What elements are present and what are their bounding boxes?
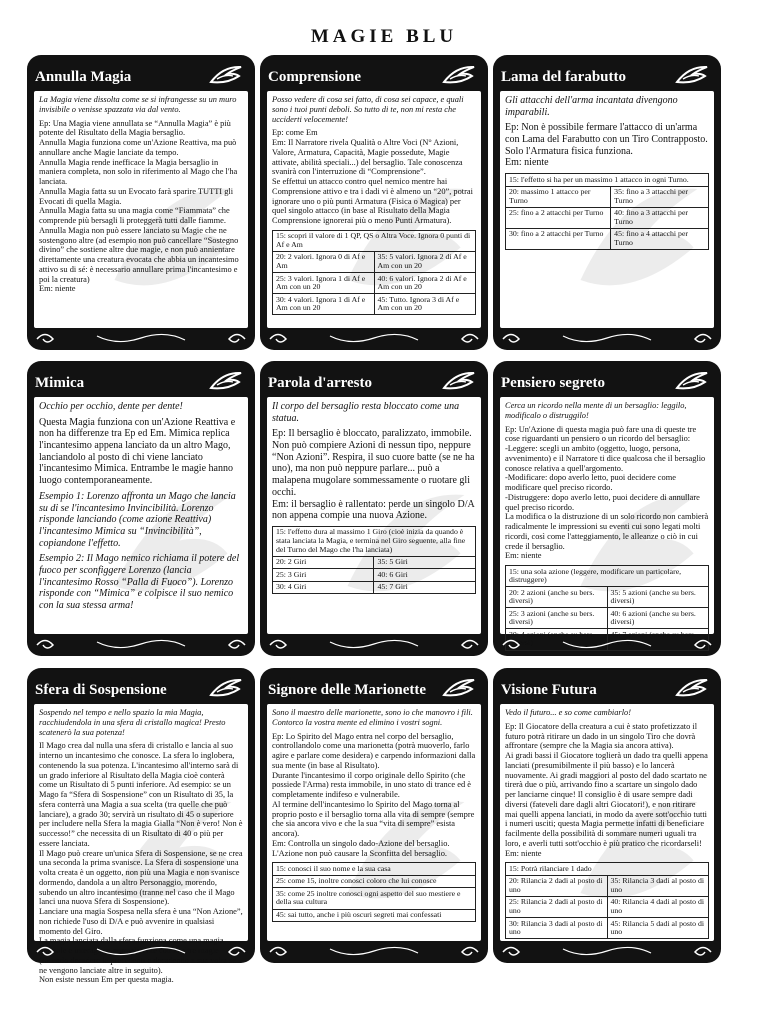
- effects-cell: 25: 3 valori. Ignora 1 di Af e Am con un 20: [273, 273, 375, 294]
- card-body: [500, 704, 714, 941]
- card-body: [267, 704, 481, 941]
- effects-cell: 15: l'effetto si ha per un massimo 1 attacco in ogni Turno.: [506, 174, 709, 187]
- card-title: Annulla Magia: [35, 69, 132, 85]
- effects-row: [273, 230, 476, 251]
- card-paragraph: Il Mago può creare un'unica Sfera di Sospensione, se ne crea una seconda la prima svanisce. La Sfera di sospensione una volta creata è un oggetto, non più una Magia e non svanisce dormendo, dandola a un altro Personaggio, morendo, subendo un altro incantesimo (tranne nel caso che il Mago lanci una nuova Sfera di Sospensione).: [39, 848, 243, 907]
- blue-magic-eye-icon: [442, 64, 476, 86]
- effects-cell: 20: 2 Giri: [273, 556, 374, 569]
- card-paragraph: Ep: Un'Azione di questa magia può fare una di queste tre cose riguardanti un pensiero o un ricordo del bersaglio:: [505, 424, 697, 444]
- effects-row: [273, 273, 476, 294]
- card-body: [500, 397, 714, 648]
- effects-cell: 45: 7 azioni (anche su bers. diversi): [607, 629, 709, 650]
- effects-row: [273, 909, 476, 922]
- card-body: [34, 91, 248, 328]
- card-paragraph: Em: Il Narratore rivela Qualità o Altre Voci (N° Azioni, Valore, Armatura, Capacità, Magie possedute, Magie attivate, abilità speciali...) del bersaglio. Tale conoscenza svanirà con l'interruzione di “Comprensione”.: [272, 138, 463, 177]
- effects-cell: 45: fino a 4 attacchi per Turno: [611, 228, 709, 249]
- card-paragraph: Em: niente: [505, 848, 542, 858]
- card-body: [267, 397, 481, 634]
- effects-cell: 35: 5 azioni (anche su bers. diversi): [607, 587, 709, 608]
- spell-card: [260, 55, 488, 350]
- effects-cell: 45: sai tutto, anche i più oscuri segreti mai confessati: [273, 909, 476, 922]
- card-intro: Sospendo nel tempo e nello spazio la mia Magia, racchiudendola in una sfera di cristallo magica! Presto scatenerò la sua potenza!: [39, 708, 226, 737]
- card-paragraph: Em: il bersaglio è rallentato: perde un singolo D/A non appena compie una nuova Azione.: [272, 498, 475, 522]
- ornament-footer: [493, 941, 721, 963]
- effects-table: [272, 526, 476, 594]
- ornament-footer: [260, 328, 488, 350]
- effects-cell: 35: Rilancia 3 dadi al posto di uno: [607, 875, 709, 896]
- card-paragraph: Ep: Il bersaglio è bloccato, paralizzato, immobile. Non può compiere Azioni di nessun tipo, neppure “Non Azioni”. Respira, il suo cuore batte (se ne ha uno), ma non può neppure parlare... può a malapena mugolare sommessamente o ruotare gli occhi.: [272, 428, 475, 498]
- card-header: [493, 668, 721, 704]
- effects-cell: 30: 4 Giri: [273, 581, 374, 594]
- spell-card: [260, 361, 488, 656]
- card-body: [267, 91, 481, 328]
- effects-row: [506, 875, 709, 896]
- card-paragraph: Em: Controlla un singolo dado-Azione del bersaglio. L'Azione non può causare la Sconfitta del bersaglio.: [272, 838, 450, 858]
- card-example: Esempio 2: Il Mago nemico richiama il potere del fuoco per sconfiggere Lorenzo (lancia l'incantesimo Rosso “Palla di Fuoco”). Lorenzo risponde con “Mimica” e colpisce il suo nemico con la sua stessa arma!: [39, 553, 240, 611]
- effects-cell: 40: 6 valori. Ignora 2 di Af e Am con un 20: [374, 273, 476, 294]
- card-header: [260, 361, 488, 397]
- card-body: [34, 704, 248, 985]
- effects-row: [506, 608, 709, 629]
- card-header: [260, 668, 488, 704]
- card-paragraph: Questa Magia funziona con un'Azione Reattiva e non ha differenze tra Ep ed Em. Mimica replica l'incantesimo appena lanciato da un altro Mago, lanciandolo al posto di chi viene lanciato l'incantesimo Mimica. Entrambe le magie hanno luogo contemporaneamente.: [39, 416, 236, 487]
- card-paragraph: -Leggere: scegli un ambito (oggetto, luogo, persona, avvenimento) e il Narratore ti dice qualcosa che il bersaglio conosce relativa a quell'argomento.: [505, 444, 706, 473]
- effects-cell: 15: Potrà rilanciare 1 dado: [506, 863, 709, 876]
- page-title: MAGIE BLU: [310, 26, 458, 47]
- blue-magic-eye-icon: [675, 677, 709, 699]
- effects-cell: 35: 5 valori. Ignora 2 di Af e Am con un 20: [374, 251, 476, 272]
- spell-card: [260, 668, 488, 963]
- card-intro: Posso vedere di cosa sei fatto, di cosa sei capace, e quali sono i tuoi punti deboli. So tutto di te, non mi resta che ucciderti velocemente!: [272, 95, 464, 124]
- card-example: Esempio 1: Lorenzo affronta un Mago che lancia su di se l'incantesimo Invincibilità. Lorenzo risponde lanciando (come azione Reattiva) l'incantesimo Mimica su “Invincibilità”, copiandone l'effetto.: [39, 490, 236, 549]
- effects-table: [272, 230, 476, 316]
- card-header: [27, 668, 255, 704]
- card-paragraph: Se effettui un attacco contro quel nemico mentre hai Comprensione attivo e tra i dadi vi è almeno un “20”, potrai ignorare uno o più punti Armatura (Fisica o Magica) per quel singolo attacco (in base al Risultato della Magia Comprensione ignorerai più o meno Punti Armatura).: [272, 177, 473, 225]
- spell-card: [27, 55, 255, 350]
- card-paragraph: -Distruggere: dopo averlo letto, puoi decidere di annullare quel preciso ricordo.: [505, 492, 700, 512]
- effects-row: [273, 569, 476, 582]
- ornament-footer: [27, 634, 255, 656]
- card-intro: Vedo il futuro... e so come cambiarlo!: [505, 708, 631, 717]
- card-paragraph: Ep: Il Giocatore della creatura a cui è stato profetizzato il futuro potrà ritirare un dado in un singolo Tiro che dovrà affrontare (sempre che la Magia sia ancora attiva).: [505, 721, 698, 751]
- card-title: Parola d'arresto: [268, 375, 373, 391]
- card-paragraph: Em: niente: [39, 284, 76, 294]
- effects-row: [273, 888, 476, 909]
- effects-cell: 20: 2 azioni (anche su bers. diversi): [506, 587, 608, 608]
- card-paragraph: Al termine dell'incantesimo lo Spirito del Mago torna al proprio posto e il bersaglio torna alla vita di sempre (sempre che sia ancora vivo e che la sua “vita di sempre” esista ancora).: [272, 799, 475, 838]
- card-paragraph: Ep: Lo Spirito del Mago entra nel corpo del bersaglio, controllandolo come una marionetta (potrà muoverlo, farlo agire e parlare come desidera) e carpendo informazioni dalla sua mente (in base al Risultato).: [272, 731, 476, 770]
- card-paragraph: Annulla Magia non può essere lanciato su Magie che ne sostengono altre (ad esempio non può cancellare “Sostegno divino” che sostiene altre due magie, e non può annientare direttamente una creatura evocata che abbia un incantesimo attivo su di sé: è necessario annullare prima l'incantesimo e poi la creatura): [39, 225, 239, 284]
- card-body: [500, 91, 714, 328]
- effects-cell: 35: fino a 3 attacchi per Turno: [611, 186, 709, 207]
- card-paragraph: Durante l'incantesimo il corpo originale dello Spirito (che possiede l'Arma) resta immobile, in uno stato di trance ed è completamente indifeso e vulnerabile.: [272, 770, 471, 799]
- blue-magic-eye-icon: [442, 677, 476, 699]
- blue-magic-eye-icon: [209, 370, 243, 392]
- effects-cell: 30: 4 valori. Ignora 1 di Af e Am con un 20: [273, 294, 375, 315]
- card-intro: Occhio per occhio, dente per dente!: [39, 401, 183, 412]
- effects-cell: 40: fino a 3 attacchi per Turno: [611, 207, 709, 228]
- effects-cell: 25: Rilancia 2 dadi al posto di uno: [506, 896, 608, 917]
- card-intro: Gli attacchi dell'arma incantata divengono imparabili.: [505, 95, 678, 118]
- spell-card: [493, 361, 721, 656]
- effects-cell: 35: come 25 inoltre conosci ogni aspetto del suo mestiere e della sua cultura: [273, 888, 476, 909]
- card-paragraph: Annulla Magia fatta su una magia come “Fiammata” che comprende più bersagli li proteggerà tutti dalle fiamme.: [39, 206, 230, 225]
- effects-row: [273, 251, 476, 272]
- card-title: Pensiero segreto: [501, 375, 605, 391]
- card-paragraph: La modifica o la distruzione di un solo ricordo non cambierà radicalmente le impressioni su eventi cui sono legati molti ricordi, così come l'atteggiamento, le alleanze o ciò in cui crede il bersaglio.: [505, 512, 709, 551]
- card-intro: Sono il maestro delle marionette, sono io che manovro i fili. Contorco la vostra mente ed elimino i vostri sogni.: [272, 708, 473, 727]
- blue-magic-eye-icon: [209, 64, 243, 86]
- effects-row: [273, 581, 476, 594]
- effects-cell: 20: Rilancia 2 dadi al posto di uno: [506, 875, 608, 896]
- card-paragraph: Annulla Magia fatta su un Evocato farà sparire TUTTI gli Evocati di quella Magia.: [39, 186, 234, 206]
- effects-table: [505, 173, 709, 250]
- effects-cell: 15: conosci il suo nome e la sua casa: [273, 863, 476, 876]
- effects-row: [506, 587, 709, 608]
- card-title: Comprensione: [268, 69, 362, 85]
- effects-row: [506, 228, 709, 249]
- card-title: Mimica: [35, 375, 85, 391]
- blue-magic-eye-icon: [675, 370, 709, 392]
- card-header: [493, 55, 721, 91]
- card-intro: Cerca un ricordo nella mente di un bersaglio: leggilo, modificalo o distruggilo!: [505, 401, 687, 420]
- ornament-footer: [27, 328, 255, 350]
- card-header: [27, 55, 255, 91]
- ornament-footer: [27, 941, 255, 963]
- blue-magic-eye-icon: [675, 64, 709, 86]
- effects-cell: 20: 2 valori. Ignora 0 di Af e Am: [273, 251, 375, 272]
- effects-cell: 45: 7 Giri: [374, 581, 476, 594]
- effects-cell: 15: l'effetto dura al massimo 1 Giro (cioè inizia da quando è stata lanciata la Magia, e termina nel Giro seguente, alla fine del Turno del Mago che l'ha lanciata): [273, 526, 476, 556]
- effects-row: [506, 863, 709, 876]
- spell-card: [27, 668, 255, 985]
- effects-row: [273, 294, 476, 315]
- effects-row: [273, 526, 476, 556]
- ornament-footer: [493, 634, 721, 656]
- spell-card: [27, 361, 255, 656]
- spell-card: [493, 668, 721, 963]
- effects-cell: 35: 5 Giri: [374, 556, 476, 569]
- card-paragraph: Ep: Una Magia viene annullata se “Annulla Magia” è più potente del Risultato della Magia bersaglio.: [39, 118, 231, 138]
- card-body: [34, 397, 248, 634]
- effects-row: [506, 566, 709, 587]
- effects-row: [273, 863, 476, 876]
- effects-cell: 45: Tutto. Ignora 3 di Af e Am con un 20: [374, 294, 476, 315]
- card-paragraph: Annulla Magia rende inefficace la Magia bersaglio in maniera completa, non solo in riferimento al Mago che l'ha lanciata.: [39, 157, 238, 186]
- effects-table: [272, 862, 476, 922]
- effects-row: [506, 186, 709, 207]
- effects-cell: 30: Rilancia 3 dadi al posto di uno: [506, 918, 608, 939]
- card-paragraph: Lanciare una magia Sospesa nella sfera è una “Non Azione”, non richiede l'uso di D/A e può avvenire in qualsiasi momento del Giro.: [39, 907, 243, 936]
- card-header: [27, 361, 255, 397]
- effects-cell: 25: 3 Giri: [273, 569, 374, 582]
- effects-table: [505, 862, 709, 939]
- effects-row: [506, 174, 709, 187]
- card-paragraph: Ep: come Em: [272, 128, 318, 138]
- card-header: [260, 55, 488, 91]
- card-paragraph: Non esiste nessun Em per questa magia.: [39, 975, 174, 985]
- card-paragraph: Em: niente: [505, 157, 549, 169]
- blue-magic-eye-icon: [442, 370, 476, 392]
- effects-cell: 25: come 15, inoltre conosci coloro che lui conosce: [273, 875, 476, 888]
- effects-cell: 15: scopri il valore di 1 QP, QS o Altra Voce. Ignora 0 punti di Af e Am: [273, 230, 476, 251]
- spell-card: [493, 55, 721, 350]
- effects-cell: 25: fino a 2 attacchi per Turno: [506, 207, 611, 228]
- effects-cell: 30: fino a 2 attacchi per Turno: [506, 228, 611, 249]
- ornament-footer: [260, 941, 488, 963]
- card-title: Sfera di Sospensione: [35, 682, 167, 698]
- card-paragraph: Annulla Magia funziona come un'Azione Reattiva, ma può annullare anche Magie lanciate da tempo.: [39, 138, 237, 157]
- effects-cell: 40: Rilancia 4 dadi al posto di uno: [607, 896, 709, 917]
- effects-cell: 45: Rilancia 5 dadi al posto di uno: [607, 918, 709, 939]
- card-paragraph: Il Mago crea dal nulla una sfera di cristallo e lancia al suo interno un incantesimo che conosce. La sfera lo inglobera, contenendo la sua potenza. L'incantesimo all'interno sarà di un grado inferiore al Risultato della Magia cioè conterà come un Risultato di 5 punti inferiore. Ad esempio: se un Mago fa “Sfera di Sospensione” con un Risultato di 35, la sfera conterrà una Magia a sua scelta (tra quelle che può lanciare), a grado 30; servirà un risultato di 45 o superiore per includere nella Sfera la magia Gialla “Non è vero! Non è successo!” che necessita di un Risultato di 40 o più per essere lanciata.: [39, 741, 243, 848]
- card-intro: Il corpo del bersaglio resta bloccato come una statua.: [272, 401, 460, 424]
- effects-cell: 20: massimo 1 attacco per Turno: [506, 186, 611, 207]
- ornament-footer: [260, 634, 488, 656]
- card-paragraph: Ai gradi bassi il Giocatore toglierà un dado tra quelli appena lanciati (presumibilmente il più basso) e lo lancerà nuovamente. Ai gradi maggiori al posto del dado scartato ne tirerà due o più, arrivando fino a scartare un singolo dado per lanciarne cinque! Il consiglio è di usare sempre dadi diversi (fateveli dare dagli altri Giocatori!), e non ritirare mai quelli appena lanciati, in modo da avere sott'occhio tutti i numeri usciti; questa Magia permette infatti di beneficiare facilmente della possibilità di sommare numeri uguali tra loro, e averli tutti sott'occhio è più pratico che ricordarseli!: [505, 751, 708, 848]
- effects-cell: 40: 6 azioni (anche su bers. diversi): [607, 608, 709, 629]
- ornament-footer: [493, 328, 721, 350]
- effects-cell: 15: una sola azione (leggere, modificare un particolare, distruggere): [506, 566, 709, 587]
- effects-cell: 25: 3 azioni (anche su bers. diversi): [506, 608, 608, 629]
- card-title: Visione Futura: [501, 682, 597, 698]
- effects-cell: 40: 6 Giri: [374, 569, 476, 582]
- effects-row: [506, 896, 709, 917]
- card-header: [493, 361, 721, 397]
- card-intro: La Magia viene dissolta come se si infrangesse su un muro invisibile o venisse spazzata via dal vento.: [39, 95, 237, 114]
- card-paragraph: Em: niente: [505, 551, 542, 561]
- effects-cell: 30: 4 azioni (anche su bers. diversi): [506, 629, 608, 650]
- card-title: Lama del farabutto: [501, 69, 626, 85]
- effects-row: [506, 207, 709, 228]
- effects-row: [273, 875, 476, 888]
- card-paragraph: -Modificare: dopo averlo letto, puoi decidere come modificare quel preciso ricordo.: [505, 473, 676, 492]
- blue-magic-eye-icon: [209, 677, 243, 699]
- effects-row: [506, 918, 709, 939]
- card-paragraph: La magia lanciata dalla sfera funziona come una magia normale e interagisce normalmente con le altre magie (facendo decadere le precedenti e decadendo a sua volta se ne vengono lanciate altre in seguito).: [39, 936, 236, 975]
- card-title: Signore delle Marionette: [268, 682, 427, 698]
- card-paragraph: Ep: Non è possibile fermare l'attacco di un'arma con Lama del Farabutto con un Tiro Contrapposto. Solo l'Armatura fisica funziona.: [505, 122, 708, 157]
- effects-row: [273, 556, 476, 569]
